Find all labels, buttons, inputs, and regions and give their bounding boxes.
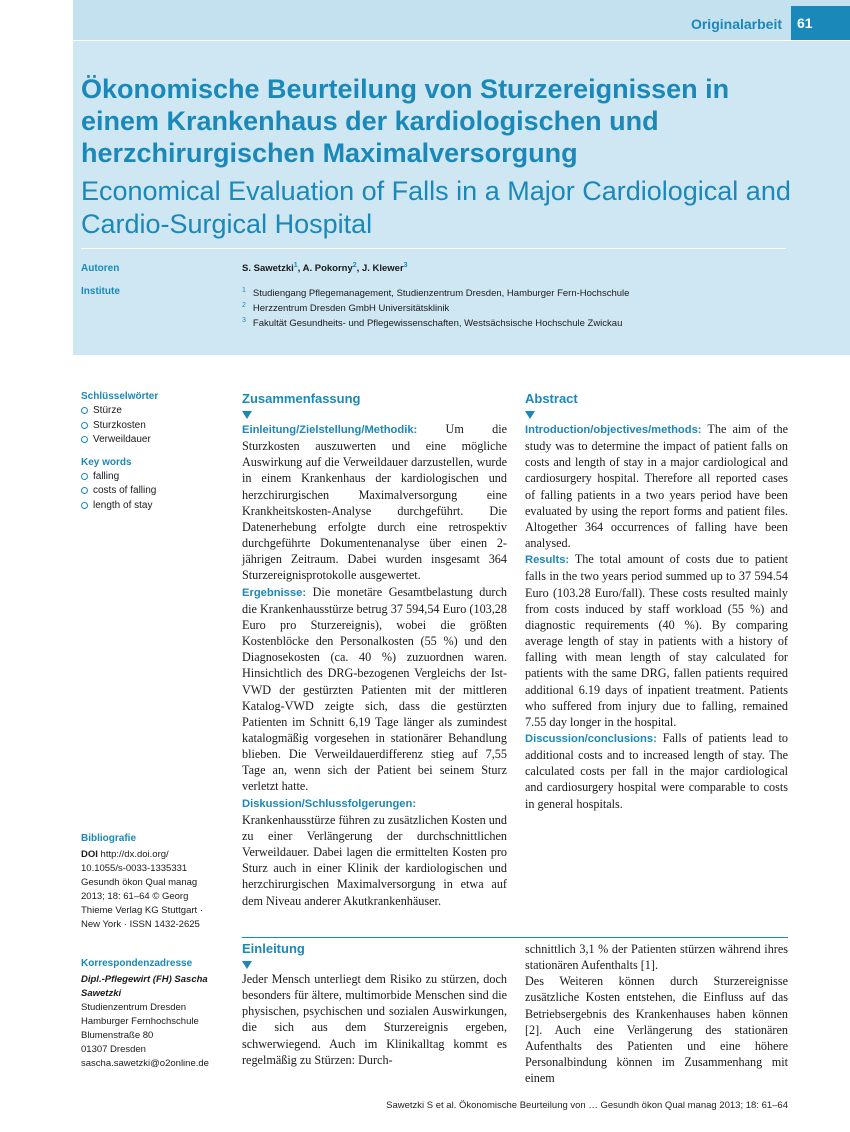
- correspondence-name: Dipl.-Pflegewirt (FH) Sascha Sawetzki: [81, 974, 208, 999]
- bullet-ring-icon: [81, 502, 88, 509]
- triangle-down-icon: [242, 961, 252, 969]
- body-paragraph: Jeder Mensch unterliegt dem Risiko zu stürzen, doch besonders für ältere, multimorbide Menschen sind die physischen, psychischen und sozialen Auswirkungen, die sich aus dem Sturzereignis ergeben, schwerwiegend. Auch im Klinikalltag kommt es regelmäßig zu Stürzen: Durch-: [242, 972, 507, 1067]
- correspondence-heading: Korrespondenzadresse: [81, 958, 193, 969]
- doi-link[interactable]: http://dx.doi.org/: [100, 849, 169, 860]
- bibliography-heading: Bibliografie: [81, 833, 137, 844]
- body-paragraph: schnittlich 3,1 % der Patienten stürzen während ihres stationären Aufenthalts [1].: [525, 942, 788, 973]
- author-list: S. Sawetzki$^1$, A. Pokorny$^2$, J. Klewer$^3$: [242, 262, 408, 275]
- keyword-text: Stürze: [93, 405, 122, 416]
- keyword-text: length of stay: [93, 499, 153, 511]
- author-name: A. Pokorny: [302, 263, 353, 275]
- keyword-item: [81, 419, 226, 434]
- address-line: Blumenstraße 80: [81, 1030, 154, 1041]
- title-divider: [81, 248, 786, 249]
- address-line: Studienzentrum Dresden: [81, 1002, 187, 1013]
- keywords-en-list: [81, 470, 226, 514]
- keyword-text: Sturzkosten: [93, 419, 146, 431]
- zusammenfassung-section: [242, 391, 507, 909]
- authors-label: Autoren: [81, 263, 120, 274]
- keyword-text: Verweildauer: [93, 434, 151, 445]
- keyword-text: costs of falling: [93, 485, 157, 496]
- paragraph-lead: Einleitung/Zielstellung/Methodik:: [242, 424, 418, 436]
- keyword-item: [81, 470, 226, 485]
- title-german: Ökonomische Beurteilung von Sturzereignissen in einem Krankenhaus der kardiologischen und herzchirurgischen Maximalversorgung: [81, 74, 730, 168]
- bullet-ring-icon: [81, 487, 88, 494]
- keywords-en-heading: Key words: [81, 456, 132, 468]
- institute-number: 2: [242, 302, 246, 310]
- abstract-paragraph: [525, 551, 788, 730]
- keywords-de-list: [81, 404, 226, 448]
- biblio-line: Gesundh ökon Qual manag: [81, 877, 198, 888]
- institute-item: [242, 315, 629, 330]
- abstract-paragraph: [242, 795, 507, 909]
- abstract-heading: Abstract: [525, 391, 578, 406]
- paragraph-lead: Results:: [525, 554, 570, 567]
- section-divider: [242, 937, 788, 938]
- abstract-section: [525, 391, 788, 812]
- paragraph-text: Falls of patients lead to additional costs and to increased length of stay. The calculated costs per fall in the major cardiological and cardiosurgery hospital were comparable to costs in general hospitals.: [525, 730, 788, 811]
- abstract-paragraph: [242, 421, 507, 584]
- doi-label: DOI: [81, 849, 98, 860]
- institute-item: [242, 300, 629, 315]
- einleitung-left-column: [242, 941, 507, 1068]
- keyword-item: [81, 404, 226, 419]
- triangle-down-icon: [525, 411, 535, 419]
- paragraph-lead: Ergebnisse:: [242, 586, 307, 599]
- paragraph-text: Krankenhausstürze führen zu zusätzlichen Kosten und zu einer Verlängerung der durchschnittlichen Verweildauer. Dabei lagen die ermittelten Kosten pro Sturz auch in einer Klinik der kardiologischen und herzchirurgischen Maximalversorgung in etwa auf dem Niveau anderer Akutkrankenhäuser.: [242, 812, 507, 908]
- abstract-paragraph: [242, 584, 507, 795]
- bullet-ring-icon: [81, 436, 88, 443]
- biblio-line: New York · ISSN 1432-2625: [81, 919, 200, 930]
- address-line: Hamburger Fernhochschule: [81, 1016, 199, 1027]
- institutes-label: Institute: [81, 286, 120, 297]
- paragraph-text: Um die Sturzkosten auszuwerten und eine mögliche Auswirkung auf die Verweildauer darzustellen, wurde in einem Krankenhaus der kardiologischen und herzchirurgischen Maximalversorgung eine Krankheitskosten-Analyse durchgeführt. Die Datenerhebung erfolgte durch eine retrospektiv durchgeführte Dokumentenanalyse über einen 2-jährigen Zeitraum. Dabei wurden insgesamt 364 Sturzereignisprotokolle ausgewertet.: [242, 422, 507, 583]
- institute-text: Fakultät Gesundheits- und Pflegewissenschaften, Westsächsische Hochschule Zwickau: [252, 318, 623, 330]
- author-name: J. Klewer: [361, 263, 404, 275]
- institute-list: [242, 285, 629, 330]
- author-affiliation: 3: [403, 262, 408, 269]
- bullet-ring-icon: [81, 407, 88, 414]
- institute-text: Herzzentrum Dresden GmbH Universitätsklinik: [252, 303, 450, 315]
- keyword-item: [81, 484, 226, 499]
- body-paragraph: Des Weiteren können durch Sturzereignisse zusätzliche Kosten entstehen, die Einfluss auf das Betriebsergebnis des Krankenhauses haben können [2]. Auch eine Verlängerung des stationären Aufenthalts des Patienten und eine höhere Personalbindung können im Zusammenhang mit einem: [525, 974, 788, 1086]
- page-number: 61: [791, 6, 850, 40]
- biblio-line: 10.1055/s-0033-1335331: [81, 863, 188, 874]
- institute-text: Studiengang Pflegemanagement, Studienzentrum Dresden, Hamburger Fern-Hochschule: [252, 288, 630, 300]
- paragraph-lead: Introduction/objectives/methods:: [525, 424, 702, 436]
- zusammenfassung-heading: Zusammenfassung: [242, 391, 361, 406]
- keyword-item: [81, 433, 226, 448]
- author-affiliation: 2: [352, 262, 357, 269]
- keyword-text: falling: [93, 470, 120, 482]
- keyword-item: [81, 499, 226, 514]
- address-line: 01307 Dresden: [81, 1044, 146, 1055]
- paragraph-text: Die monetäre Gesamtbelastung durch die Krankenhausstürze betrug 37 594,54 Euro (103,28 Euro pro Sturzereignis), wobei die größten Kostenblöcke den Personalkosten (55 %) und den Diagnosekosten (ca. 40 %) zuzuordnen waren. Hinsichtlich des DRG-bezogenen Vergleichs der Ist-VWD der gestürzten Patienten mit der mittleren Katalog-VWD zeigte sich, dass die gestürzten Patienten im Schnitt 6,19 Tage länger als zumindest katalogmäßig vorgesehen in stationärer Behandlung blieben. Die Verweildauerdifferenz stieg auf 7,55 Tage an, wenn sich der Patient bei seinem Sturz verletzt hatte.: [242, 584, 507, 794]
- author-name: S. Sawetzki: [242, 263, 294, 275]
- keywords-de-heading: Schlüsselwörter: [81, 391, 159, 402]
- einleitung-heading: Einleitung: [242, 941, 305, 956]
- bullet-ring-icon: [81, 473, 88, 480]
- biblio-line: Thieme Verlag KG Stuttgart ·: [81, 905, 203, 916]
- bibliography-box: [81, 832, 226, 932]
- bullet-ring-icon: [81, 422, 88, 429]
- doi-line: [81, 848, 226, 862]
- email-link[interactable]: sascha.sawetzki@o2online.de: [81, 1058, 209, 1069]
- abstract-paragraph: [525, 730, 788, 812]
- institute-number: 3: [242, 317, 246, 325]
- author-affiliation: 1: [293, 262, 298, 269]
- institute-number: 1: [242, 287, 246, 294]
- paragraph-text: The aim of the study was to determine the impact of patient falls on costs and length of stay in a major cardiological and cardiosurgery hospital. Therefore all reported cases of falling patients in a two years period have been evaluated by using the report forms and patient files. Altogether 364 occurrences of falling have been analysed.: [525, 422, 788, 551]
- triangle-down-icon: [242, 411, 252, 419]
- paragraph-text: The total amount of costs due to patient falls in the two years period summed up to 37 594.54 Euro (103.28 Euro/fall). These costs resulted mainly from costs induced by staff workload (55 %) and diagnostic requirements (40 %). By comparing average length of stay in patients with a history of falling with mean length of stay calculated for patients with the same DRG, fallen patients required additional 6.19 days of inpatient treatment. Patients who suffered from injury due to falling, remained 7.55 day longer in the hospital.: [525, 552, 788, 729]
- institute-item: [242, 285, 629, 300]
- einleitung-right-column: [525, 941, 788, 1086]
- paragraph-lead: Discussion/conclusions:: [525, 732, 657, 745]
- section-label: Originalarbeit: [690, 16, 782, 32]
- paragraph-lead: Diskussion/Schlussfolgerungen:: [242, 797, 417, 810]
- page-footer: Sawetzki S et al. Ökonomische Beurteilung von … Gesundh ökon Qual manag 2013; 18: 61–64: [386, 1100, 788, 1111]
- abstract-paragraph: [525, 421, 788, 551]
- keywords-box: [81, 391, 226, 513]
- correspondence-box: [81, 957, 226, 1071]
- title-english: Economical Evaluation of Falls in a Major Cardiological and Cardio-Surgical Hospital: [81, 176, 791, 239]
- biblio-line: 2013; 18: 61–64 © Georg: [81, 891, 189, 902]
